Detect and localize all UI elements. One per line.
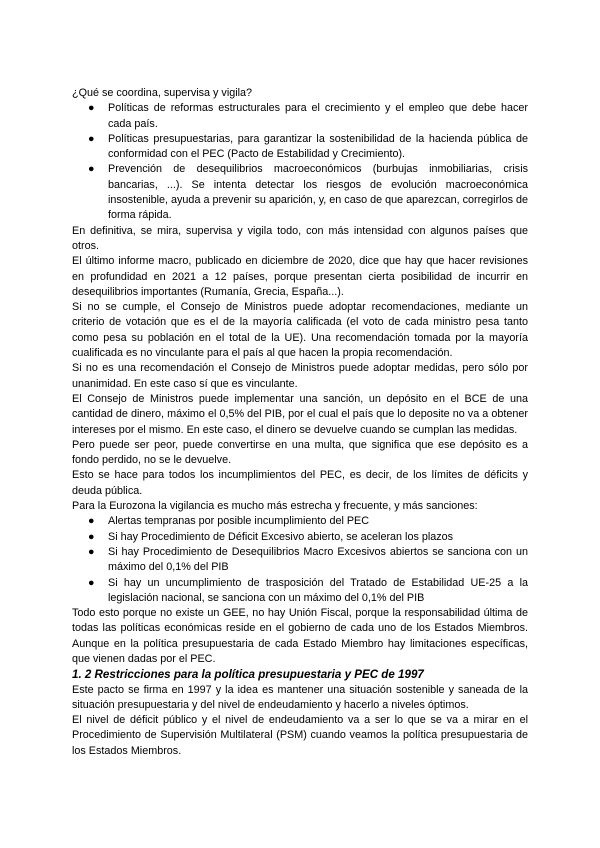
bullet-icon: ● xyxy=(88,576,95,589)
paragraph: Esto se hace para todos los incumplimientos del PEC, es decir, de los límites de déficits y deuda pública. xyxy=(72,469,528,497)
bullet-icon: ● xyxy=(88,530,95,543)
paragraph: El último informe macro, publicado en diciembre de 2020, dice que hay que hacer revisiones en profundidad en 2021 a 12 países, porque presentan cierta posibilidad de incurrir en desequilibrios importantes (Rumanía, Grecia, España...). xyxy=(72,255,528,298)
bullet-icon: ● xyxy=(88,545,95,558)
list-item xyxy=(72,514,528,529)
bullet-icon: ● xyxy=(88,515,95,528)
paragraph: En definitiva, se mira, supervisa y vigila todo, con más intensidad con algunos países que otros. xyxy=(72,224,528,252)
list-item-text: Políticas presupuestarias, para garantizar la sostenibilidad de la hacienda pública de conformidad con el PEC (Pacto de Estabilidad y Crecimiento). xyxy=(108,132,528,161)
list-item-text: Políticas de reformas estructurales para el crecimiento y el empleo que debe hacer cada país. xyxy=(108,102,528,130)
list-item xyxy=(72,576,528,607)
paragraph: Todo esto porque no existe un GEE, no hay Unión Fiscal, porque la responsabilidad última de todas las políticas económicas reside en el gobierno de cada uno de los Estados Miembros. Aunque en la política presupuestaria de cada Estado Miembro hay limitaciones específicas, que vienen dadas por el PEC. xyxy=(72,607,528,665)
eurozone-list xyxy=(72,514,528,606)
list-item-text: Si hay un uncumplimiento de trasposición del Tratado de Estabilidad UE-25 a la legislación nacional, se sanciona con un máximo del 0,1% del PIB xyxy=(108,576,528,604)
paragraph: Para la Eurozona la vigilancia es mucho más estrecha y frecuente, y más sanciones: xyxy=(72,500,478,513)
section-heading: 1. 2 Restricciones para la política presupuestaria y PEC de 1997 xyxy=(72,668,424,682)
list-item xyxy=(72,101,528,132)
paragraph: Este pacto se firma en 1997 y la idea es mantener una situación sostenible y saneada de la situación presupuestaria y del nivel de endeudamiento y hacerlo a niveles óptimos. xyxy=(72,683,528,711)
paragraph: Si no es una recomendación el Consejo de Ministros puede adoptar medidas, pero sólo por unanimidad. En este caso sí que es vinculante. xyxy=(72,362,528,390)
bullet-icon: ● xyxy=(88,102,95,115)
paragraph: El Consejo de Ministros puede implementar una sanción, un depósito en el BCE de una cantidad de dinero, máximo el 0,5% del PIB, por el cual el país que lo deposite no va a obtener intereses por el mismo. En este caso, el dinero se devuelve cuando se cumplan las medidas. xyxy=(72,392,528,436)
list-item-text: Si hay Procedimiento de Desequilibrios Macro Excesivos abiertos se sanciona con un máximo del 0,1% del PIB xyxy=(108,545,528,574)
list-item xyxy=(72,530,528,545)
bullet-icon: ● xyxy=(88,132,95,145)
coordination-list xyxy=(72,101,528,223)
bullet-icon: ● xyxy=(88,163,95,176)
paragraph: Pero puede ser peor, puede convertirse en una multa, que significa que ese depósito es a fondo perdido, no se le devuelve. xyxy=(72,438,528,467)
list-item xyxy=(72,162,528,223)
list-item xyxy=(72,545,528,576)
list-item xyxy=(72,132,528,163)
paragraph: El nivel de déficit público y el nivel de endeudamiento va a ser lo que se va a mirar en el Procedimiento de Supervisión Multilateral (PSM) cuando veamos la política presupuestaria de los Estados Miembros. xyxy=(72,714,528,757)
intro-question: ¿Qué se coordina, supervisa y vigila? xyxy=(72,87,253,99)
list-item-text: Alertas tempranas por posible incumplimiento del PEC xyxy=(108,515,370,528)
list-item-text: Prevención de desequilibrios macroeconómicos (burbujas inmobiliarias, crisis bancarias, ...). Se intenta detectar los riesgos de evolución macroeconómica insostenible, ayuda a prevenir su aparición, y, en caso de que aparezcan, corregirlos de forma rápida. xyxy=(108,163,528,222)
document-page xyxy=(72,86,528,759)
list-item-text: Si hay Procedimiento de Déficit Excesivo abierto, se aceleran los plazos xyxy=(108,530,454,543)
paragraph: Si no se cumple, el Consejo de Ministros puede adoptar recomendaciones, mediante un criterio de votación que es el de la mayoría calificada (el voto de cada ministro pesa tanto como pesa su población en el total de la UE). Una recomendación tomada por la mayoría cualificada es no vinculante para el país al que hacen la propia recomendación. xyxy=(72,301,528,360)
